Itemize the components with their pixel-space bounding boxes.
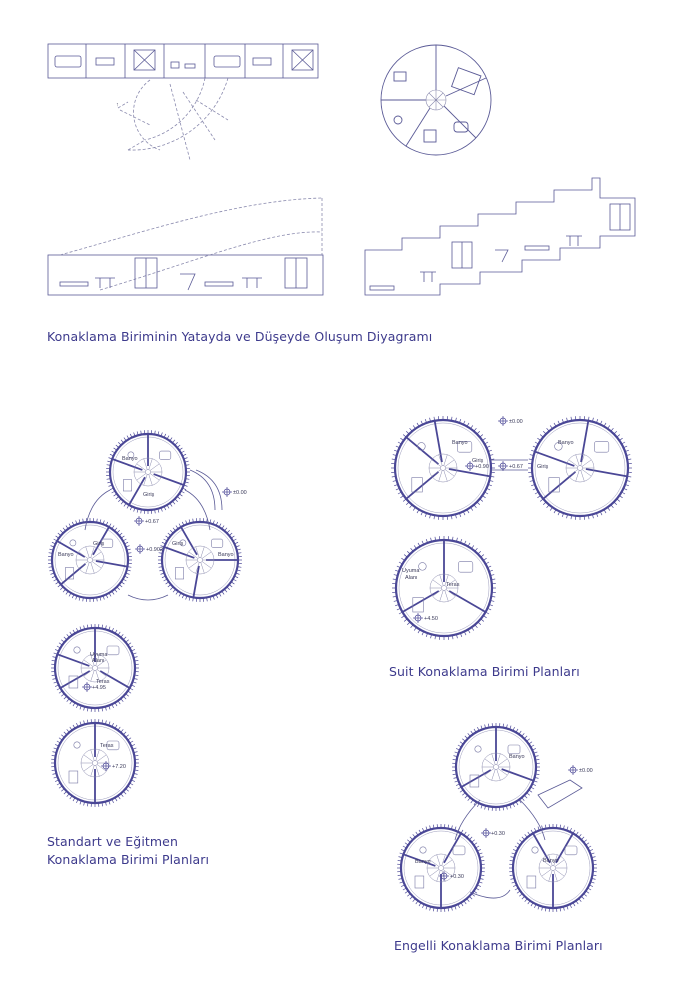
label-banyo-6: Banyo	[509, 754, 525, 760]
level-labels	[92, 419, 593, 880]
level-marker-icon	[481, 828, 491, 838]
label-teras-1: Teras	[96, 679, 110, 685]
level-marker-icon	[568, 765, 578, 775]
standard-sleeping-level	[51, 624, 139, 712]
label-banyo-3: Banyo	[218, 552, 234, 558]
standard-unit-left-spiral-stair	[76, 546, 104, 574]
label-banyo-4: Banyo	[452, 440, 468, 446]
suite-unit-right-spiral-stair	[566, 454, 594, 482]
level-marker-icon	[135, 544, 145, 554]
level-067-1: +0.67	[145, 519, 159, 525]
caption-standard-line1: Standart ve Eğitmen	[47, 834, 178, 849]
standard-unit-right-spiral-stair	[186, 546, 214, 574]
standard-unit-right-partition	[193, 566, 199, 598]
room-labels	[58, 440, 574, 865]
level-marker-icon	[82, 682, 92, 692]
label-giris-2: Giriş	[93, 541, 105, 547]
label-teras-2: Teras	[100, 743, 114, 749]
level-090: +0.90	[475, 464, 489, 470]
connector-paths	[85, 460, 582, 898]
suite-unit-left-partition	[406, 437, 438, 464]
accessible-unit-top-partition	[461, 770, 490, 787]
caption-suite-plans: Suit Konaklama Birimi Planları	[389, 664, 580, 679]
accessible-unit-left	[397, 824, 485, 912]
vertical-section-diagram	[365, 178, 635, 295]
accessible-unit-left-partition	[444, 833, 461, 862]
level-zero-2: ±0.00	[509, 419, 523, 425]
suite-sleeping-level-partition	[402, 591, 438, 612]
level-marker-icon	[498, 461, 508, 471]
caption-accessible-plans: Engelli Konaklama Birimi Planları	[394, 938, 603, 953]
label-uyuma-2: Uyuma	[402, 568, 420, 574]
standard-unit-left-partition	[96, 561, 128, 567]
level-720: +7.20	[112, 764, 126, 770]
caption-formation-diagram: Konaklama Biriminin Yatayda ve Düşeyde Oluşum Diyagramı	[47, 329, 433, 344]
level-450: +4.50	[424, 616, 438, 622]
level-markers	[82, 416, 578, 881]
standard-unit-right	[158, 518, 242, 602]
horizontal-formation-diagram	[48, 44, 318, 160]
accessible-unit-right	[509, 824, 597, 912]
label-banyo-8: Banyo	[543, 858, 559, 864]
label-uyuma-1: Uyuma	[90, 652, 108, 658]
level-067-2: +0.67	[509, 464, 523, 470]
standard-unit-right-partition	[181, 527, 197, 555]
label-banyo-1: Banyo	[122, 456, 138, 462]
level-030-2: +0.30	[450, 874, 464, 880]
label-giris-4: Giriş	[472, 458, 484, 464]
suite-sleeping-level	[392, 536, 496, 640]
accessible-unit-top	[452, 723, 540, 811]
standard-unit-left	[48, 518, 132, 602]
level-marker-icon	[498, 416, 508, 426]
standard-sleeping-level-partition	[60, 671, 89, 688]
level-marker-icon	[222, 487, 232, 497]
label-banyo-2: Banyo	[58, 552, 74, 558]
svg-text:↑: ↑	[116, 102, 119, 108]
label-banyo-5: Banyo	[558, 440, 574, 446]
level-zero-3: ±0.00	[579, 768, 593, 774]
level-zero-1: ±0.00	[233, 490, 247, 496]
standard-terrace-level	[51, 719, 139, 807]
horizontal-section-diagram	[48, 198, 323, 295]
label-alani-2: Alanı	[405, 575, 418, 581]
label-alani-1: Alanı	[92, 658, 105, 664]
level-0902: +0.902	[146, 547, 163, 553]
level-495: +4.95	[92, 685, 106, 691]
standard-unit-left-partition	[61, 564, 86, 585]
caption-standard-line2: Konaklama Birimi Planları	[47, 852, 210, 867]
standard-unit-top	[106, 430, 190, 514]
level-marker-icon	[413, 613, 423, 623]
circular-unit-plan-top	[381, 45, 491, 155]
suite-unit-left-spiral-stair	[429, 454, 457, 482]
label-giris-5: Giriş	[537, 464, 549, 470]
label-banyo-7: Banyo	[415, 859, 431, 865]
level-030-1: +0.30	[491, 831, 505, 837]
label-teras-3: Teras	[446, 582, 460, 588]
label-giris-1: Giriş	[143, 492, 155, 498]
suite-sleeping-level-partition	[449, 591, 485, 612]
level-marker-icon	[134, 516, 144, 526]
level-marker-icon	[101, 761, 111, 771]
label-giris-3: Giriş	[172, 541, 184, 547]
